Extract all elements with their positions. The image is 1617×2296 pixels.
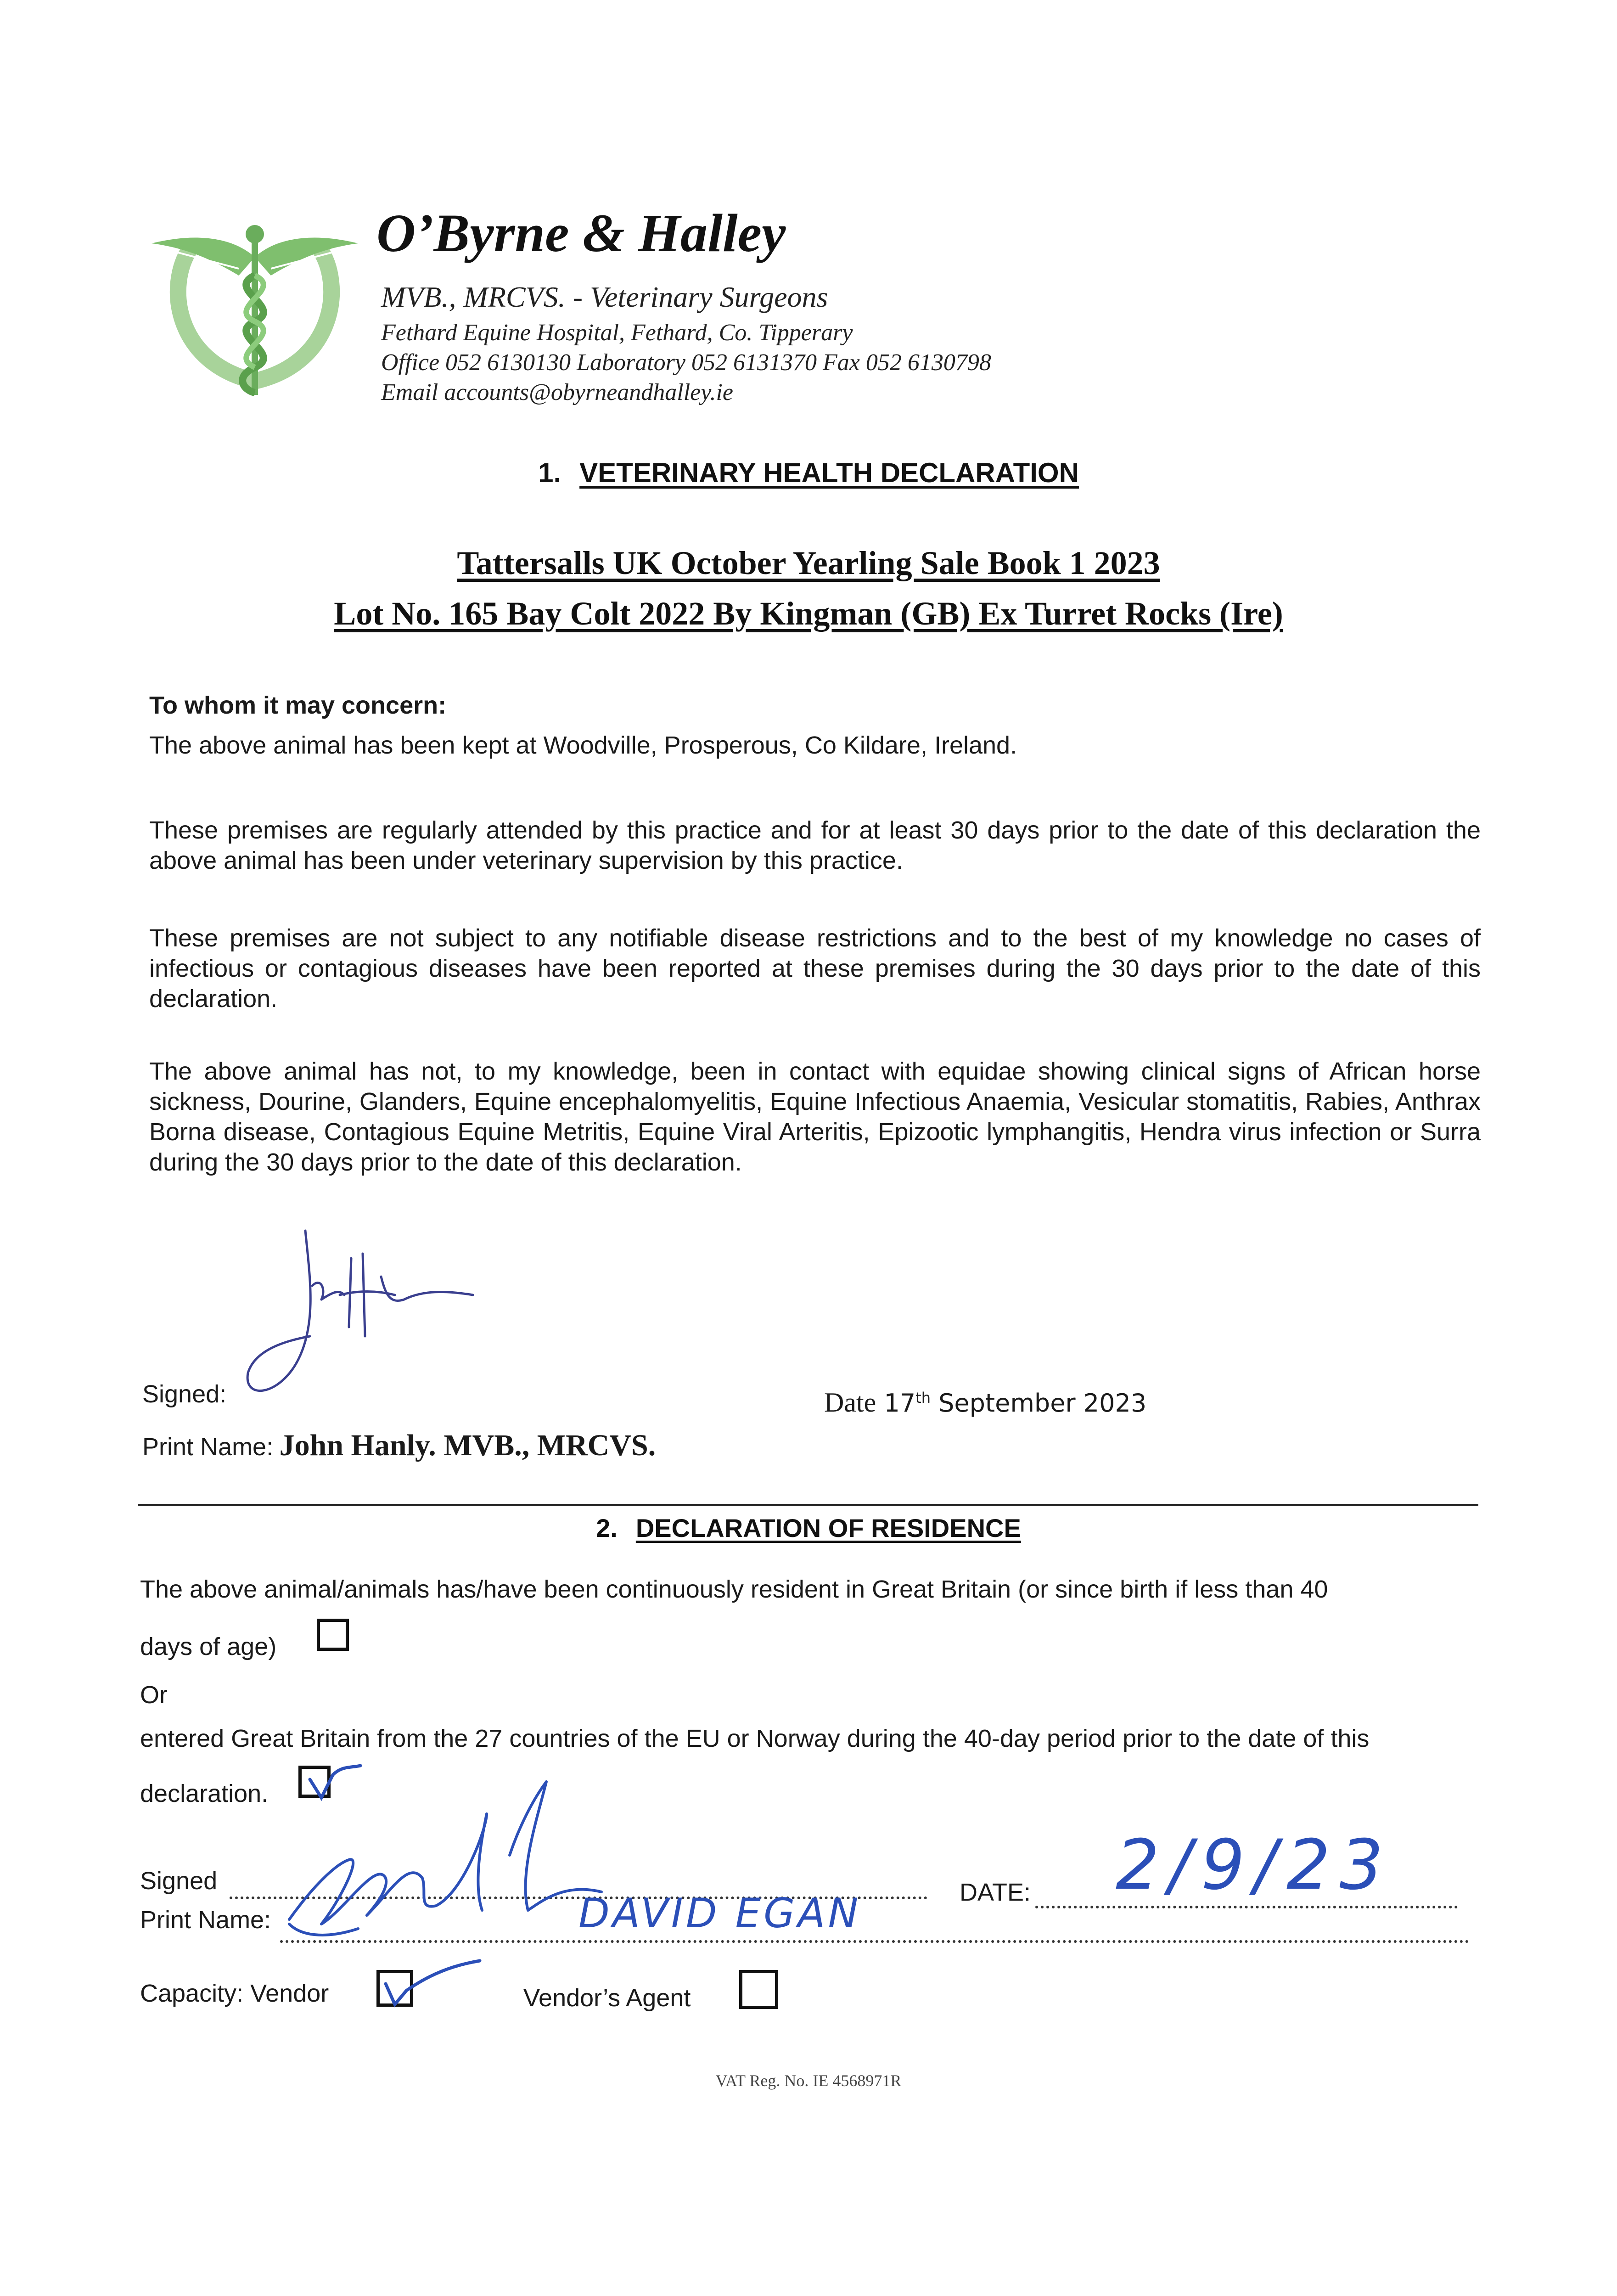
paragraph-premises: The above animal has been kept at Woodville, Prosperous, Co Kildare, Ireland.: [149, 732, 1017, 759]
residence-line-2b: declaration.: [140, 1780, 269, 1807]
vet-date: [824, 1387, 1146, 1418]
handwritten-date: 2/9/23: [1116, 1825, 1392, 1905]
firm-qualifications: MVB., MRCVS. - Veterinary Surgeons: [381, 281, 828, 313]
residence-line-1: The above animal/animals has/have been continuously resident in Great Britain (or since birth if less than 40: [140, 1576, 1328, 1603]
firm-address: Fethard Equine Hospital, Fethard, Co. Tipperary: [381, 320, 853, 346]
vet-date-rest: September 2023: [938, 1389, 1147, 1418]
section2-heading: [0, 1513, 1617, 1543]
vendor-date-label: DATE:: [960, 1879, 1031, 1906]
vendor-date-line[interactable]: [1035, 1906, 1458, 1908]
vendor-checkmark-icon: [379, 1947, 489, 2011]
vet-date-label: Date: [824, 1387, 876, 1418]
vendor-signed-label: Signed: [140, 1867, 218, 1895]
vet-date-suffix: th: [915, 1389, 931, 1407]
residence-or: Or: [140, 1681, 168, 1709]
agent-label: Vendor’s Agent: [523, 1984, 691, 2012]
section1-heading: [0, 457, 1617, 489]
agent-checkbox[interactable]: [739, 1970, 778, 2009]
firm-email: Email accounts@obyrneandhalley.ie: [381, 379, 733, 405]
section1-title: VETERINARY HEALTH DECLARATION: [579, 457, 1079, 488]
vendor-print-name-label: Print Name:: [140, 1906, 271, 1934]
lot-title: Lot No. 165 Bay Colt 2022 By Kingman (GB) Ex Turret Rocks (Ire): [334, 595, 1283, 632]
paragraph-disease-restrictions: These premises are not subject to any notifiable disease restrictions and to the best of my knowledge no cases of infectious or contagious diseases have been reported at these premises during the 30 days prior to the date of this declaration.: [149, 924, 1481, 1013]
sale-title: Tattersalls UK October Yearling Sale Book 1 2023: [457, 545, 1160, 581]
vet-signed-label: Signed:: [142, 1380, 227, 1408]
vat-number: VAT Reg. No. IE 4568971R: [715, 2071, 902, 2090]
firm-phones: Office 052 6130130 Laboratory 052 6131370 Fax 052 6130798: [381, 349, 991, 376]
salutation: To whom it may concern:: [149, 692, 447, 719]
vet-print-name: John Hanly. MVB., MRCVS.: [279, 1429, 656, 1462]
paragraph-supervision: These premises are regularly attended by this practice and for at least 30 days prior to the date of this declaration the above animal has been under veterinary supervision by this practice.: [149, 816, 1481, 874]
section1-number: 1.: [538, 457, 561, 488]
vet-date-day: 17: [884, 1389, 916, 1418]
caduceus-horseshoe-logo: [147, 216, 363, 409]
section-divider: [138, 1504, 1478, 1506]
capacity-label: Capacity: Vendor: [140, 1980, 329, 2007]
vet-print-name-row: [142, 1428, 656, 1463]
residence-line-2: entered Great Britain from the 27 countries of the EU or Norway during the 40-day period prior to the date of this: [140, 1725, 1370, 1752]
handwritten-name: DAVID EGAN: [578, 1890, 861, 1937]
section2-number: 2.: [596, 1514, 618, 1542]
vendor-print-name-line[interactable]: [280, 1940, 1469, 1943]
vet-print-name-label: Print Name:: [142, 1433, 274, 1461]
section2-title: DECLARATION OF RESIDENCE: [635, 1514, 1021, 1542]
resident-checkbox[interactable]: [317, 1619, 349, 1651]
paragraph-contact: The above animal has not, to my knowledge, been in contact with equidae showing clinical signs of African horse sickness, Dourine, Glanders, Equine encephalomyelitis, Equine Infectious Anaemia, Vesicular stomatitis, Rabies, Anthrax Borna disease, Contagious Equine Metritis, Equine Viral Arteritis, Epizootic lymphangitis, Hendra virus infection or Surra during the 30 days prior to the date of this declaration.: [149, 1058, 1481, 1176]
vet-signature: [230, 1221, 487, 1414]
firm-name: O’Byrne & Halley: [376, 203, 786, 263]
residence-line-1b: days of age): [140, 1633, 277, 1660]
